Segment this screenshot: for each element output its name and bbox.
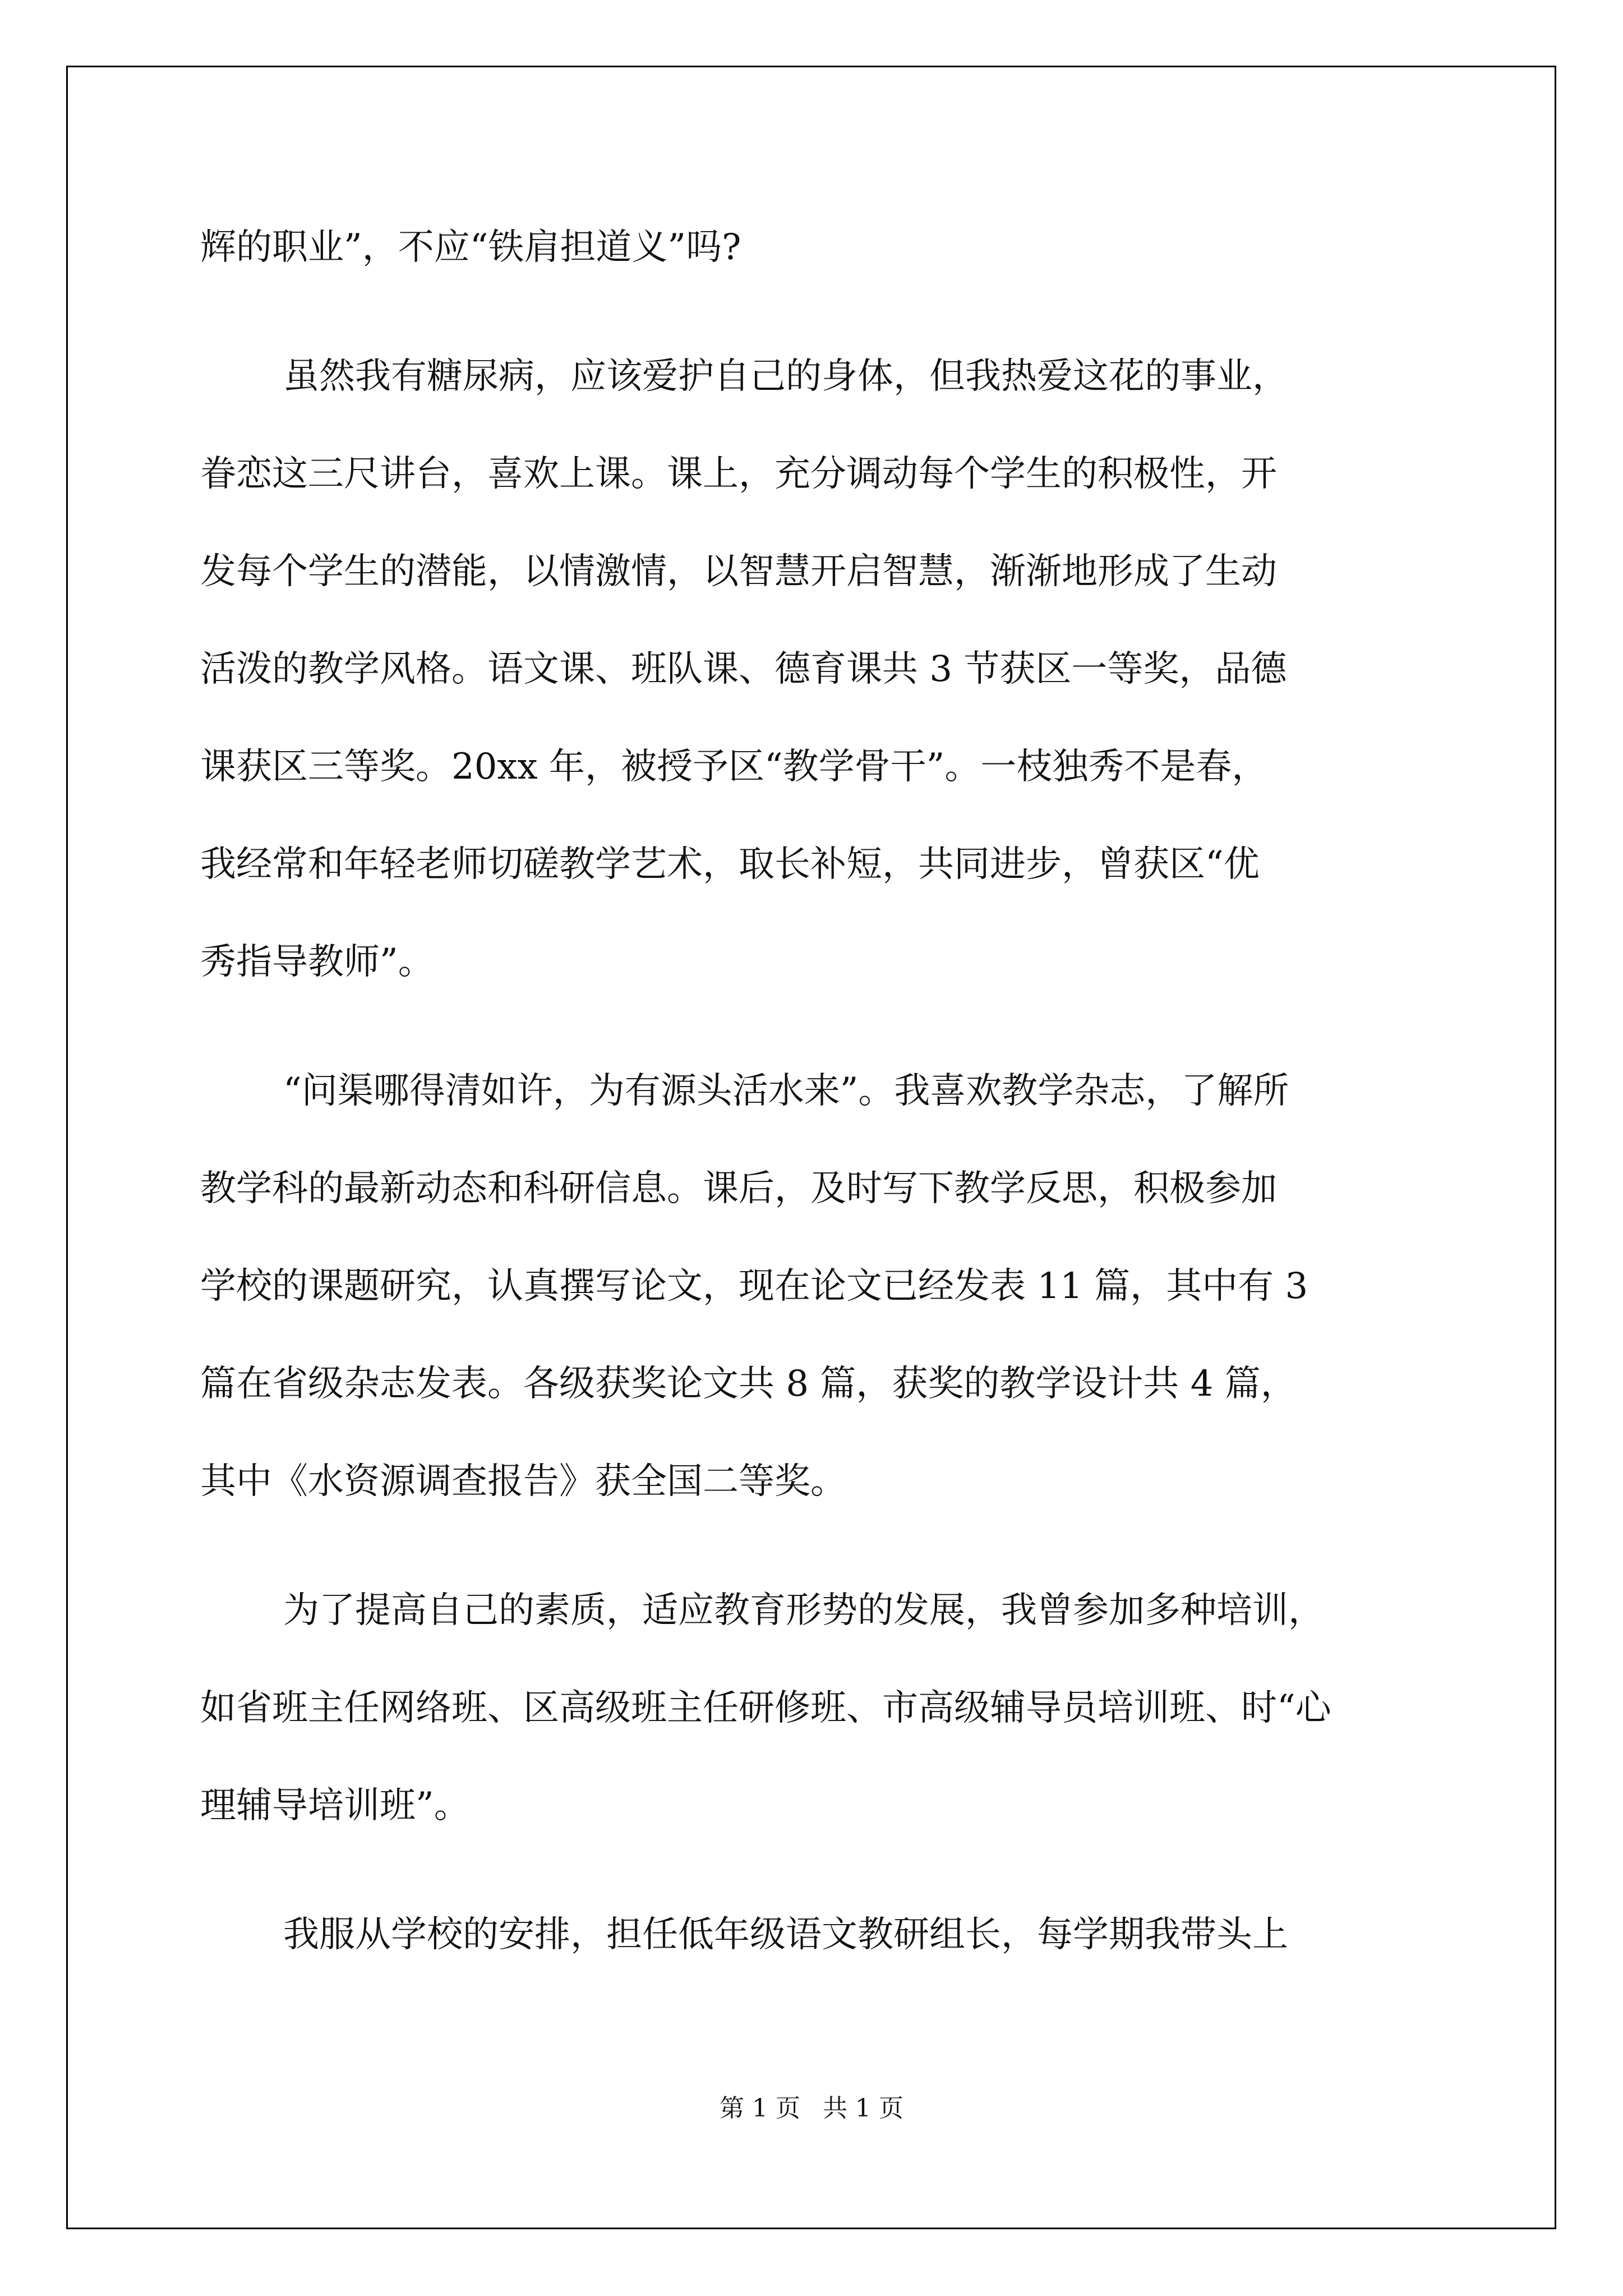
page-number: 第 1 页: [720, 2094, 800, 2123]
page-footer: [0, 2088, 1623, 2124]
body-line: 理辅导培训班”。: [200, 1785, 470, 1826]
body-line: 如省班主任网络班、区高级班主任研修班、市高级辅导员培训班、时“心: [200, 1687, 1331, 1729]
body-line: 发每个学生的潜能，以情激情，以智慧开启智慧，渐渐地形成了生动: [200, 551, 1277, 592]
body-line: 其中《水资源调查报告》获全国二等奖。: [200, 1461, 846, 1502]
body-line: 活泼的教学风格。语文课、班队课、德育课共 3 节获区一等奖，品德: [200, 648, 1287, 690]
body-line: 课获区三等奖。20xx 年，被授予区“教学骨干”。一枝独秀不是春，: [200, 746, 1268, 788]
body-line: 眷恋这三尺讲台，喜欢上课。课上，充分调动每个学生的积极性，开: [200, 453, 1277, 495]
body-line: 我服从学校的安排，担任低年级语文教研组长，每学期我带头上: [283, 1914, 1288, 1955]
body-line: “问渠哪得清如许，为有源头活水来”。我喜欢教学杂志，了解所: [283, 1070, 1289, 1112]
body-line: 秀指导教师”。: [200, 941, 434, 983]
body-line: 我经常和年轻老师切磋教学艺术，取长补短，共同进步，曾获区“优: [200, 844, 1260, 885]
body-line: 教学科的最新动态和科研信息。课后，及时写下教学反思，积极参加: [200, 1168, 1277, 1209]
document-body: [200, 199, 1440, 1984]
body-line: 篇在省级杂志发表。各级获奖论文共 8 篇，获奖的教学设计共 4 篇，: [200, 1363, 1297, 1405]
body-line: 辉的职业”，不应“铁肩担道义”吗?: [200, 227, 741, 268]
page-total: 共 1 页: [823, 2094, 903, 2123]
body-line: 虽然我有糖尿病，应该爱护自己的身体，但我热爱这花的事业，: [283, 356, 1288, 397]
body-line: 为了提高自己的素质，适应教育形势的发展，我曾参加多种培训，: [283, 1590, 1324, 1631]
body-line: 学校的课题研究，认真撰写论文，现在论文已经发表 11 篇，其中有 3: [200, 1266, 1308, 1307]
